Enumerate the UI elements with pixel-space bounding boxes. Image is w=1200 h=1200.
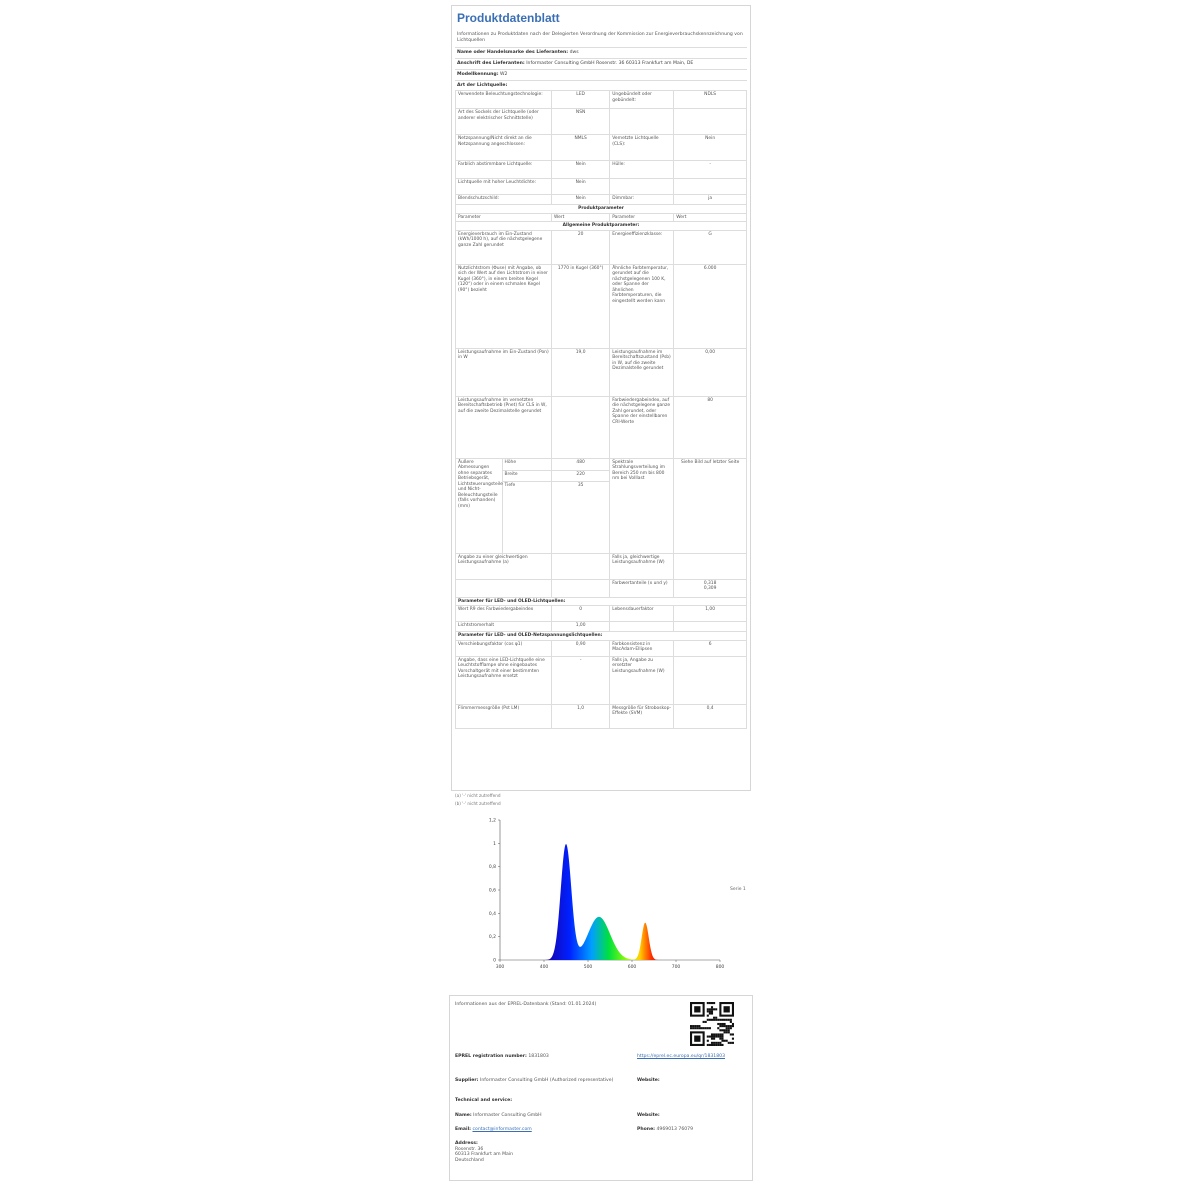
- qr-module: [713, 1036, 715, 1038]
- qr-module: [709, 1019, 711, 1021]
- qr-module: [709, 1008, 711, 1010]
- qr-module: [728, 1031, 730, 1033]
- x-tick-label: 700: [671, 965, 681, 970]
- qr-module: [732, 1038, 734, 1040]
- qr-module: [711, 1036, 713, 1038]
- qr-module: [719, 1023, 721, 1025]
- spectral-distribution-chart: [480, 812, 760, 972]
- qr-module: [715, 1033, 717, 1035]
- qr-module: [690, 1025, 692, 1027]
- mains-param-row: Verschiebungsfaktor (cos φ1) 0,90 Farbkonsistenz in MacAdam-Ellipsen 6: [456, 640, 747, 656]
- x-tick-label: 400: [539, 965, 549, 970]
- qr-module: [730, 1042, 732, 1044]
- general-params-heading: Allgemeine Produktparameter:: [456, 222, 747, 231]
- qr-module: [728, 1042, 730, 1044]
- contact-name-row: Name: Informaster Consulting GmbH: [455, 1113, 542, 1118]
- general-param-row: Nutzlichtstrom (Φuse) mit Angabe, ob sich der Wert auf den Lichtstrom in einer Kugel (360°), in einem breiten Kegel (120°) oder in einem schmalen Kegel (90°) bezieht 1770 in Kugel (360°) Ähnliche Farbtemperatur, gerundet auf die nächstgelegenen 100 K, oder Spanne der ähnlichen Farbtemperaturen, die eingestellt werden kann 6.000: [456, 264, 747, 348]
- qr-module: [728, 1027, 730, 1029]
- contact-phone-row: Phone: 4969013 76079: [637, 1127, 694, 1132]
- qr-module: [726, 1040, 728, 1042]
- qr-finder-core: [694, 1036, 700, 1042]
- qr-module: [717, 1033, 719, 1035]
- email-link[interactable]: contact@informaster.com: [472, 1127, 532, 1132]
- qr-module: [719, 1044, 721, 1046]
- qr-module: [707, 1027, 709, 1029]
- qr-module: [709, 1010, 711, 1012]
- y-tick-label: 1: [493, 841, 496, 847]
- eprel-registration: EPREL registration number: 1831803: [455, 1054, 549, 1059]
- y-tick-label: 0: [493, 958, 496, 964]
- qr-module: [707, 1036, 709, 1038]
- qr-module: [711, 1006, 713, 1008]
- equiv-row: Angabe zu einer gleichwertigen Leistungsaufnahme (a) Falls ja, gleichwertige Leistungsaufnahme (W): [456, 553, 747, 579]
- qr-module: [726, 1019, 728, 1021]
- qr-module: [721, 1025, 723, 1027]
- qr-module: [711, 1038, 713, 1040]
- qr-module: [719, 1038, 721, 1040]
- eprel-info-card: [449, 995, 753, 1181]
- intro-text: Informationen zu Produktdaten nach der Delegierten Verordnung der Kommission zur Energieverbrauchskennzeichnung von Lichtquellen: [457, 32, 743, 43]
- type-row: Netzspannung/Nicht direkt an die Netzspannung angeschlossen: NMLS Vernetzte Lichtquelle (CLS): Nein: [456, 135, 747, 161]
- footnote-a: (a) '-' nicht zutreffend: [455, 793, 501, 798]
- y-tick-label: 0,6: [488, 888, 496, 894]
- spectral-distribution-label: Spektrale Strahlungsverteilung im Bereich 250 nm bis 800 nm bei Volllast: [610, 458, 674, 553]
- address-block: Address: Rosenstr. 36 60313 Frankfurt am Main Deutschland: [455, 1141, 514, 1164]
- qr-module: [730, 1033, 732, 1035]
- qr-module: [721, 1044, 723, 1046]
- qr-module: [713, 1038, 715, 1040]
- qr-module: [707, 1010, 709, 1012]
- led-param-row: Lichtstromerhalt 1,00: [456, 622, 747, 632]
- contact-email-row: Email: contact@informaster.com: [455, 1127, 532, 1132]
- product-params-heading: Produktparameter: [456, 205, 747, 214]
- qr-module: [700, 1027, 702, 1029]
- qr-module: [717, 1036, 719, 1038]
- qr-module: [707, 1015, 709, 1017]
- qr-module: [705, 1021, 707, 1023]
- qr-module: [721, 1040, 723, 1042]
- qr-module: [715, 1036, 717, 1038]
- qr-module: [707, 1019, 709, 1021]
- qr-module: [711, 1044, 713, 1046]
- qr-module: [726, 1027, 728, 1029]
- qr-module: [713, 1008, 715, 1010]
- dimensions-label: Äußere Abmessungen ohne separates Betriebsgerät, Lichtsteuerungsteile und Nicht-Beleuchtungsteile (falls vorhanden) (mm): [456, 458, 503, 553]
- qr-module: [711, 1033, 713, 1035]
- qr-module: [717, 1023, 719, 1025]
- x-tick-label: 300: [495, 965, 505, 970]
- qr-module: [711, 1010, 713, 1012]
- qr-module: [721, 1033, 723, 1035]
- qr-module: [709, 1012, 711, 1014]
- qr-module: [707, 1040, 709, 1042]
- qr-module: [709, 1044, 711, 1046]
- qr-module: [715, 1042, 717, 1044]
- qr-module: [715, 1008, 717, 1010]
- qr-module: [721, 1029, 723, 1031]
- qr-module: [726, 1029, 728, 1031]
- qr-module: [726, 1025, 728, 1027]
- product-data-sheet: [451, 5, 751, 791]
- qr-module: [724, 1040, 726, 1042]
- qr-module: [719, 1033, 721, 1035]
- qr-module: [715, 1044, 717, 1046]
- type-table: [455, 90, 747, 459]
- qr-module: [730, 1025, 732, 1027]
- qr-module: [709, 1027, 711, 1029]
- general-param-row: Energieverbrauch im Ein-Zustand (kWh/1000 h), auf die nächstgelegene ganze Zahl gerundet 20 Energieeffizienzklasse: G: [456, 230, 747, 264]
- qr-module: [717, 1042, 719, 1044]
- qr-module: [711, 1019, 713, 1021]
- technical-service-heading: Technical and service:: [455, 1098, 513, 1103]
- qr-module: [732, 1042, 734, 1044]
- param-header-row: Parameter Wert Parameter Wert: [456, 213, 747, 222]
- qr-module: [719, 1019, 721, 1021]
- qr-module: [715, 1019, 717, 1021]
- qr-finder-core: [694, 1006, 700, 1012]
- x-tick-label: 600: [627, 965, 637, 970]
- y-tick-label: 1,2: [488, 818, 496, 824]
- qr-module: [724, 1023, 726, 1025]
- qr-module: [711, 1002, 713, 1004]
- mains-params-heading: Parameter für LED- und OLED-Netzspannungslichtquellen:: [456, 632, 747, 641]
- supplier-address-row: Anschrift des Lieferanten: Informaster Consulting GmbH Rosenstr. 36 60313 Frankfurt am Main, DE: [455, 58, 747, 69]
- qr-module: [715, 1017, 717, 1019]
- qr-module: [713, 1042, 715, 1044]
- y-tick-label: 0,8: [488, 865, 496, 871]
- qr-module: [713, 1017, 715, 1019]
- qr-module: [719, 1036, 721, 1038]
- qr-module: [694, 1025, 696, 1027]
- qr-module: [698, 1027, 700, 1029]
- qr-module: [709, 1036, 711, 1038]
- equiv-row: Farbwertanteile (x und y) 0,318 0,309: [456, 579, 747, 597]
- x-tick-label: 800: [715, 965, 725, 970]
- type-row: Farblich abstimmbare Lichtquelle: Nein Hülle: -: [456, 161, 747, 179]
- legend-label: Serie 1: [730, 887, 746, 892]
- qr-module: [707, 1044, 709, 1046]
- type-row: Blendschutzschild: Nein Dimmbar: ja: [456, 195, 747, 205]
- qr-module: [694, 1027, 696, 1029]
- qr-module: [707, 1008, 709, 1010]
- page-title: Produktdatenblatt: [457, 11, 560, 25]
- qr-module: [730, 1021, 732, 1023]
- eprel-intro: Informationen aus der EPREL-Datenbank (Stand: 01.01.2024): [455, 1002, 597, 1007]
- qr-module: [719, 1029, 721, 1031]
- qr-module: [690, 1027, 692, 1029]
- qr-module: [724, 1029, 726, 1031]
- qr-module: [732, 1033, 734, 1035]
- type-row: Lichtquelle mit hoher Leuchtdichte: Nein: [456, 179, 747, 195]
- qr-module: [713, 1019, 715, 1021]
- qr-module: [728, 1019, 730, 1021]
- general-param-row: Leistungsaufnahme im Ein-Zustand (Pon) in W 19,0 Leistungsaufnahme im Bereitschaftszustand (Psb) in W, auf die zweite Dezimalstelle gerundet 0,00: [456, 348, 747, 396]
- qr-module: [717, 1019, 719, 1021]
- qr-module: [711, 1042, 713, 1044]
- x-tick-label: 500: [583, 965, 593, 970]
- qr-module: [728, 1025, 730, 1027]
- general-param-row: Leistungsaufnahme im vernetzten Bereitschaftsbetrieb (Pnet) für CLS in W, auf die zweite Dezimalstelle gerundet Farbwiedergabeindex, auf die nächstgelegene ganze Zahl gerundet, oder Spanne der einstellbaren CRI-Werte 80: [456, 396, 747, 458]
- model-row: Modellkennung: W2: [455, 69, 747, 80]
- qr-module: [696, 1027, 698, 1029]
- qr-module: [703, 1021, 705, 1023]
- qr-module: [724, 1025, 726, 1027]
- qr-module: [719, 1025, 721, 1027]
- qr-module: [732, 1023, 734, 1025]
- supplier-website-label: Website:: [637, 1078, 660, 1083]
- lightsource-type-heading: Art der Lichtquelle:: [455, 80, 747, 91]
- y-tick-label: 0,4: [488, 911, 496, 917]
- qr-module: [713, 1002, 715, 1004]
- mains-param-row: Flimmermessgröße (Pst LM) 1,0 Messgröße für Stroboskop-Effekte (SVM) 0,4: [456, 704, 747, 728]
- qr-module: [717, 1027, 719, 1029]
- qr-module: [698, 1025, 700, 1027]
- qr-module: [692, 1027, 694, 1029]
- qr-module: [713, 1033, 715, 1035]
- led-params-heading: Parameter für LED- und OLED-Lichtquellen:: [456, 597, 747, 606]
- qr-module: [724, 1031, 726, 1033]
- qr-module: [721, 1038, 723, 1040]
- type-row: Verwendete Beleuchtungstechnologie: LED Ungebündelt oder gebündelt: NDLS: [456, 91, 747, 109]
- y-tick-label: 0,2: [488, 935, 496, 941]
- qr-module: [707, 1002, 709, 1004]
- qr-module: [721, 1023, 723, 1025]
- qr-module: [728, 1029, 730, 1031]
- qr-module: [721, 1019, 723, 1021]
- qr-module: [705, 1027, 707, 1029]
- contact-website-label: Website:: [637, 1113, 660, 1118]
- dimensions-table: Äußere Abmessungen ohne separates Betriebsgerät, Lichtsteuerungsteile und Nicht-Beleuchtungsteile (falls vorhanden) (mm) Höhe 480 Spektrale Strahlungsverteilung im Bereich 250 nm bis 800 nm bei Volllast Siehe Bild auf letzter Seite Breite 220 Tiefe 35: [455, 458, 747, 554]
- qr-module: [730, 1027, 732, 1029]
- supplier-row: Supplier: Informaster Consulting GmbH (Authorized representative): [455, 1078, 614, 1083]
- qr-finder-core: [724, 1006, 730, 1012]
- qr-module: [696, 1025, 698, 1027]
- qr-module: [730, 1019, 732, 1021]
- qr-module: [692, 1025, 694, 1027]
- footnote-b: (b) '-' nicht zutreffend: [455, 801, 501, 806]
- type-row: Art des Sockels der Lichtquelle (oder anderer elektrischer Schnittstelle) NSN: [456, 109, 747, 135]
- qr-module: [719, 1042, 721, 1044]
- qr-module: [726, 1031, 728, 1033]
- qr-module: [717, 1044, 719, 1046]
- params-table-lower: [455, 553, 747, 729]
- qr-module: [711, 1008, 713, 1010]
- qr-module: [709, 1002, 711, 1004]
- spectrum-area: [500, 844, 720, 960]
- qr-module: [703, 1027, 705, 1029]
- supplier-name-row: Name oder Handelsmarke des Lieferanten: dws: [455, 47, 747, 58]
- qr-code[interactable]: [690, 1002, 734, 1046]
- qr-module: [724, 1019, 726, 1021]
- spectral-distribution-value: Siehe Bild auf letzter Seite: [674, 458, 747, 553]
- eprel-link[interactable]: https://eprel.ec.europa.eu/qr/1831803: [637, 1054, 725, 1059]
- led-param-row: Wert R9 des Farbwiedergabeindex 0 Lebensdauerfaktor 1,00: [456, 606, 747, 622]
- mains-param-row: Angabe, dass eine LED-Lichtquelle eine Leuchtstofflampe ohne eingebautes Vorschaltgerät mit einer bestimmten Leistungsaufnahme ersetzt - Falls ja, Angabe zu ersetzter Leistungsaufnahme (W): [456, 656, 747, 704]
- qr-module: [721, 1036, 723, 1038]
- qr-module: [713, 1044, 715, 1046]
- qr-module: [732, 1025, 734, 1027]
- qr-module: [711, 1012, 713, 1014]
